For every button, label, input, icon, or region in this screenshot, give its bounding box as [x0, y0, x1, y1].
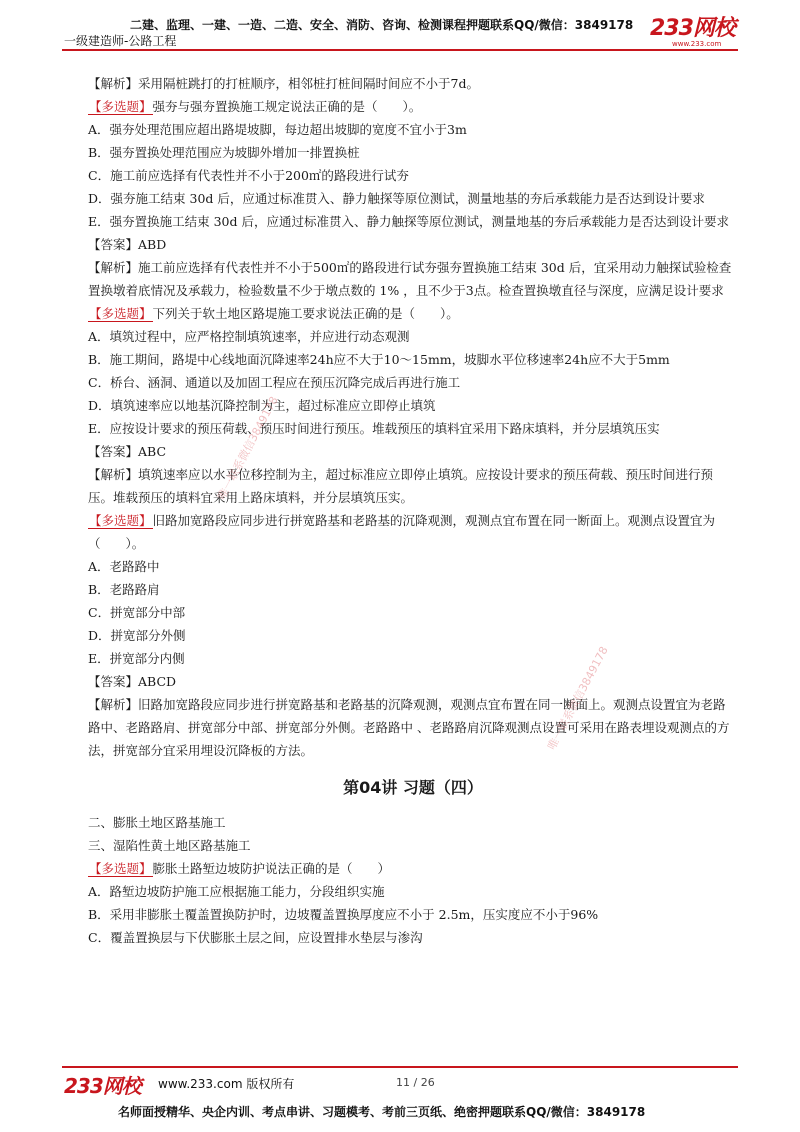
paragraph	[88, 72, 738, 95]
header-divider	[62, 49, 738, 51]
paragraph	[88, 926, 738, 949]
paragraph	[88, 210, 738, 233]
question-type-label: 【多选题】	[89, 861, 152, 876]
question	[88, 302, 738, 325]
paragraph-text: B．强夯置换处理范围应为坡脚外增加一排置换桩	[88, 145, 360, 160]
page-number: 11 / 26	[396, 1076, 435, 1089]
question	[88, 509, 738, 555]
paragraph	[88, 256, 738, 302]
footer-divider	[62, 1066, 738, 1068]
paragraph-text: ABD	[138, 237, 167, 252]
question-type-label: 【多选题】	[89, 306, 152, 321]
footer-promo-text: 名师面授精华、央企内训、考点串讲、习题模考、考前三页纸、绝密押题联系QQ/微信：3849178	[118, 1105, 646, 1119]
paragraph	[88, 348, 738, 371]
paragraph-text: D．强夯施工结束 30d 后，应通过标准贯入、静力触探等原位测试，测量地基的夯后承载能力是否达到设计要求	[88, 191, 705, 206]
paragraph-text: B．施工期间，路堤中心线地面沉降速率24h应不大于10～15mm，坡脚水平位移速率24h应不大于5mm	[88, 352, 670, 367]
paragraph	[88, 903, 738, 926]
section-label: 【答案】	[88, 674, 139, 689]
paragraph-text: 强夯与强夯置换施工规定说法正确的是（ ）。	[152, 99, 422, 114]
paragraph	[88, 325, 738, 348]
paragraph-text: E．拼宽部分内侧	[88, 651, 185, 666]
paragraph-text: C．拼宽部分中部	[88, 605, 186, 620]
paragraph-text: ABC	[138, 444, 167, 459]
paragraph-text: 旧路加宽路段应同步进行拼宽路基和老路基的沉降观测，观测点宜布置在同一断面上。观测点设置宜为（ ）。	[88, 513, 716, 551]
paragraph-text: A．路堑边坡防护施工应根据施工能力，分段组织实施	[88, 884, 385, 899]
paragraph	[88, 880, 738, 903]
paragraph-text: D．填筑速率应以地基沉降控制为主，超过标准应立即停止填筑	[88, 398, 436, 413]
section-label: 【解析】	[88, 76, 139, 91]
paragraph-text: 三、湿陷性黄土地区路基施工	[88, 838, 251, 853]
paragraph	[88, 417, 738, 440]
paragraph	[88, 233, 738, 256]
question-type-label: 【多选题】	[89, 513, 152, 528]
paragraph-text: 膨胀土路堑边坡防护说法正确的是（ ）	[152, 861, 391, 876]
paragraph	[88, 601, 738, 624]
header-subtitle: 一级建造师-公路工程	[64, 34, 177, 48]
paragraph	[88, 118, 738, 141]
paragraph-text: 下列关于软土地区路堤施工要求说法正确的是（ ）。	[152, 306, 459, 321]
section-label: 【答案】	[88, 444, 139, 459]
footer-site: www.233.com 版权所有	[158, 1077, 295, 1091]
paragraph	[88, 647, 738, 670]
paragraph	[88, 578, 738, 601]
paragraph-text: E．强夯置换施工结束 30d 后，应通过标准贯入、静力触探等原位测试，测量地基的夯后承载能力是否达到设计要求	[88, 214, 729, 229]
paragraph	[88, 141, 738, 164]
paragraph-text: E．应按设计要求的预压荷载、预压时间进行预压。堆载预压的填料宜采用下路床填料，并分层填筑压实	[88, 421, 660, 436]
section-title: 第04讲 习题（四）	[343, 778, 483, 797]
paragraph-text: B．采用非膨胀土覆盖置换防护时，边坡覆盖置换厚度应不小于 2.5m，压实度应不小于96%	[88, 907, 599, 922]
section-label: 【答案】	[88, 237, 139, 252]
paragraph	[88, 164, 738, 187]
paragraph	[88, 394, 738, 417]
paragraph	[88, 834, 738, 857]
watermark: 唯一联系微信3849178	[545, 644, 611, 753]
paragraph-text: A．填筑过程中，应严格控制填筑速率，并应进行动态观测	[88, 329, 410, 344]
question	[88, 857, 738, 880]
section-label: 【解析】	[88, 260, 139, 275]
question	[88, 95, 738, 118]
paragraph-text: 采用隔桩跳打的打桩顺序，相邻桩打桩间隔时间应不小于7d。	[138, 76, 479, 91]
document-body	[88, 72, 738, 949]
paragraph	[88, 811, 738, 834]
paragraph-text: C．覆盖置换层与下伏膨胀土层之间，应设置排水垫层与渗沟	[88, 930, 423, 945]
brand-logo-url: www.233.com	[672, 40, 722, 48]
question-type-label: 【多选题】	[89, 99, 152, 114]
paragraph-text: 二、膨胀土地区路基施工	[88, 815, 226, 830]
footer-logo: 233网校	[64, 1074, 141, 1098]
paragraph	[88, 670, 738, 693]
paragraph-text: D．拼宽部分外侧	[88, 628, 186, 643]
brand-logo: 233网校	[650, 16, 735, 41]
header-contact-text: 二建、监理、一建、一造、二造、安全、消防、咨询、检测课程押题联系QQ/微信：3849178	[130, 18, 634, 32]
paragraph-text: 旧路加宽路段应同步进行拼宽路基和老路基的沉降观测，观测点宜布置在同一断面上。观测点设置宜为老路路中、老路路肩、拼宽部分中部、拼宽部分外侧。老路路中 、老路路肩沉降观测点设置可采用在路表埋设观测点的方法，拼宽部分宜采用埋设沉降板的方法。	[88, 697, 730, 758]
paragraph-text: B．老路路肩	[88, 582, 160, 597]
paragraph-text: C．施工前应选择有代表性并不小于200㎡的路段进行试夯	[88, 168, 409, 183]
paragraph-text: 填筑速率应以水平位移控制为主，超过标准应立即停止填筑。应按设计要求的预压荷载、预压时间进行预压。堆载预压的填料宜采用上路床填料，并分层填筑压实。	[88, 467, 714, 505]
paragraph	[88, 463, 738, 509]
paragraph	[88, 440, 738, 463]
paragraph	[88, 371, 738, 394]
paragraph	[88, 187, 738, 210]
watermark: 唯一联系微信3849178	[215, 394, 281, 503]
paragraph	[88, 693, 738, 762]
paragraph-text: 施工前应选择有代表性并不小于500㎡的路段进行试夯强夯置换施工结束 30d 后，宜采用动力触探试验检查置换墩着底情况及承载力，检验数量不少于墩点数的 1% ，且不少于3点。检查置换墩直径与深度，应满足设计要求	[88, 260, 732, 298]
paragraph-text: ABCD	[138, 674, 177, 689]
paragraph	[88, 624, 738, 647]
paragraph-text: C．桥台、涵洞、通道以及加固工程应在预压沉降完成后再进行施工	[88, 375, 461, 390]
section-label: 【解析】	[88, 467, 139, 482]
section-label: 【解析】	[88, 697, 139, 712]
paragraph-text: A．老路路中	[88, 559, 160, 574]
paragraph	[88, 555, 738, 578]
paragraph-text: A．强夯处理范围应超出路堤坡脚，每边超出坡脚的宽度不宜小于3m	[88, 122, 467, 137]
